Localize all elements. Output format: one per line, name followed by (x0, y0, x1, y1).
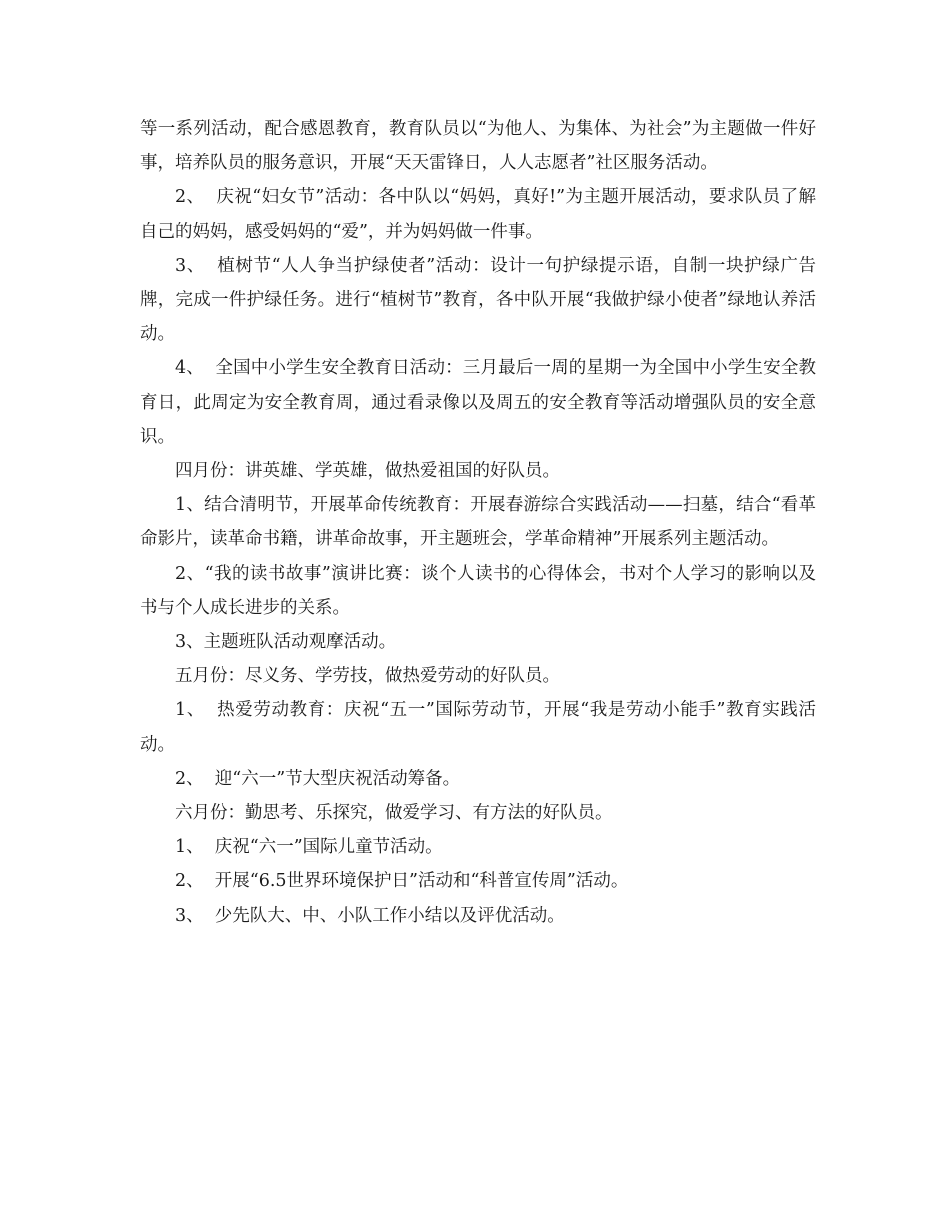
heading-june: 六月份：勤思考、乐探究，做爱学习、有方法的好队员。 (175, 803, 613, 824)
heading-may: 五月份：尽义务、学劳技，做热爱劳动的好队员。 (175, 666, 560, 687)
paragraph-april-item-1: 1、结合清明节，开展革命传统教育：开展春游综合实践活动——扫墓，结合“看革命影片，读革命书籍，讲革命故事，开主题班会，学革命精神”开展系列主题活动。 (140, 495, 816, 550)
paragraph-june-item-1: 1、 庆祝“六一”国际儿童节活动。 (175, 837, 443, 858)
document-body (140, 112, 816, 933)
paragraph-arbor-day: 3、 植树节“人人争当护绿使者”活动：设计一句护绿提示语，自制一块护绿广告牌，完成一件护绿任务。进行“植树节”教育，各中队开展“我做护绿小使者”绿地认养活动。 (140, 255, 816, 345)
paragraph-womens-day: 2、 庆祝“妇女节”活动：各中队以“妈妈，真好!”为主题开展活动，要求队员了解自己的妈妈，感受妈妈的“爱”，并为妈妈做一件事。 (140, 187, 816, 242)
heading-april: 四月份：讲英雄、学英雄，做热爱祖国的好队员。 (175, 461, 560, 482)
paragraph-april-item-3: 3、主题班队活动观摩活动。 (175, 632, 397, 653)
paragraph-safety-day: 4、 全国中小学生安全教育日活动：三月最后一周的星期一为全国中小学生安全教育日，此周定为安全教育周，通过看录像以及周五的安全教育等活动增强队员的安全意识。 (140, 358, 816, 447)
paragraph-june-item-3: 3、 少先队大、中、小队工作小结以及评优活动。 (175, 905, 565, 926)
paragraph-april-item-2: 2、“我的读书故事”演讲比赛：谈个人读书的心得体会，书对个人学习的影响以及书与个人成长进步的关系。 (140, 563, 816, 618)
paragraph-may-item-2: 2、 迎“六一”节大型庆祝活动筹备。 (175, 768, 461, 789)
paragraph-june-item-2: 2、 开展“6.5世界环境保护日”活动和“科普宣传周”活动。 (175, 871, 629, 892)
paragraph-may-item-1: 1、 热爱劳动教育：庆祝“五一”国际劳动节，开展“我是劳动小能手”教育实践活动。 (140, 700, 816, 755)
paragraph-continuation: 等一系列活动，配合感恩教育，教育队员以“为他人、为集体、为社会”为主题做一件好事，培养队员的服务意识，开展“天天雷锋日，人人志愿者”社区服务活动。 (140, 119, 816, 174)
